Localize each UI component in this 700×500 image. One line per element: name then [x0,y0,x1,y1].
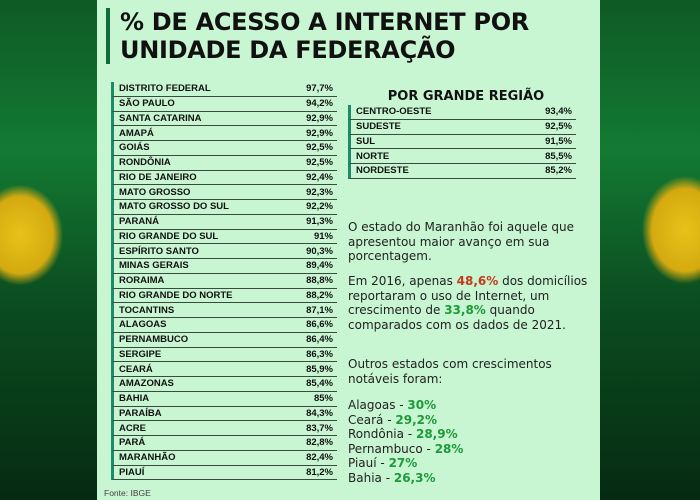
region-row-value: 91,5% [545,135,572,147]
notable-state: Piauí - [348,456,389,471]
state-row-value: 97,7% [306,83,333,95]
state-row [111,126,337,141]
notable-value: 29,2% [395,412,438,427]
region-row [348,120,576,135]
state-row [111,436,337,451]
region-row-value: 85,5% [545,150,572,162]
state-row [111,185,337,200]
state-row [111,377,337,392]
state-row-value: 85,4% [306,378,333,390]
state-row [111,97,337,112]
growth-text-3: quando comparados com os dados de 2021. [348,303,566,332]
state-row-value: 86,3% [306,348,333,360]
state-row-value: 82,4% [306,452,333,464]
notable-state: Ceará - [348,412,396,427]
region-row [348,164,576,179]
state-row-value: 89,4% [306,260,333,272]
state-row-name: ESPÍRITO SANTO [119,245,199,257]
notable-value: 28% [434,441,464,456]
region-row-name: SUDESTE [356,121,401,133]
state-row [111,259,337,274]
region-row-name: CENTRO-OESTE [356,106,432,118]
notable-list [348,398,588,486]
state-row-value: 83,7% [306,422,333,434]
region-row [348,149,576,164]
state-row-value: 87,1% [306,304,333,316]
state-row-name: PIAUÍ [119,466,145,478]
source-label: Fonte: IBGE [104,488,151,498]
state-row-value: 92,4% [306,171,333,183]
state-row-value: 86,4% [306,334,333,346]
state-row-value: 85% [313,393,333,405]
state-row-value: 86,6% [306,319,333,331]
state-row-value: 85,9% [306,363,333,375]
state-row [111,303,337,318]
state-row [111,141,337,156]
state-table [111,82,337,480]
region-row-name: NORDESTE [356,165,409,177]
state-row [111,407,337,422]
state-row-name: PERNAMBUCO [119,334,189,346]
state-row-name: MATO GROSSO [119,186,191,198]
title-line-1: % DE ACESSO A INTERNET POR [120,8,529,36]
growth-value-2016: 48,6% [456,274,499,288]
state-row-value: 91% [313,230,333,242]
state-row-value: 88,2% [306,289,333,301]
state-row-value: 92,2% [306,201,333,213]
state-row-name: RIO DE JANEIRO [119,171,197,183]
state-row-name: SÃO PAULO [119,98,175,110]
state-row-value: 92,9% [306,127,333,139]
notable-value: 30% [407,398,437,412]
state-row-name: RIO GRANDE DO SUL [119,230,219,242]
region-row-value: 85,2% [545,165,572,177]
state-row [111,289,337,304]
state-row-name: PARÁ [119,437,146,449]
state-row [111,362,337,377]
state-row-name: RONDÔNIA [119,157,171,169]
state-row-name: MATO GROSSO DO SUL [119,201,229,213]
paragraph-notable: Outros estados com crescimentos notáveis foram: [348,357,552,386]
notable-value: 26,3% [393,470,436,485]
state-row-name: AMAZONAS [119,378,174,390]
state-row-name: GOIÁS [119,142,150,154]
notable-item [348,427,588,442]
state-row-name: AMAPÁ [119,127,154,139]
notable-item [348,413,588,428]
state-row [111,348,337,363]
growth-text-2: dos domicílios reportaram o uso de Internet, um crescimento de [348,274,588,318]
growth-text-1: Em 2016, apenas [348,274,457,288]
region-table-title: POR GRANDE REGIÃO [387,89,545,104]
flag-background-left [0,0,100,500]
state-row [111,244,337,259]
state-row-value: 92,3% [306,186,333,198]
region-row [348,135,576,150]
notable-state: Bahia - [348,470,394,485]
state-row-value: 91,3% [306,216,333,228]
state-row [111,466,337,481]
notable-item [348,442,588,457]
region-row [348,105,576,120]
notable-state: Pernambuco - [348,441,435,456]
state-row-name: DISTRITO FEDERAL [119,83,211,95]
paragraph-growth [348,274,588,332]
notable-item [348,456,588,471]
state-row [111,156,337,171]
state-row-value: 81,2% [306,466,333,478]
flag-background-right [600,0,700,500]
state-row [111,215,337,230]
state-row-value: 92,9% [306,112,333,124]
state-row [111,274,337,289]
state-row [111,200,337,215]
state-row-name: MINAS GERAIS [119,260,189,272]
state-row-name: SANTA CATARINA [119,112,202,124]
state-row-name: BAHIA [119,393,150,405]
notable-state: Alagoas - [348,398,408,412]
state-row-name: TOCANTINS [119,304,175,316]
state-row-name: MARANHÃO [119,452,176,464]
paragraph-maranhao: O estado do Maranhão foi aquele que apresentou maior avanço em sua porcentagem. [348,220,575,264]
state-row-value: 88,8% [306,275,333,287]
growth-value-increase: 33,8% [444,303,486,318]
state-row-name: RORAIMA [119,275,165,287]
state-row-name: ALAGOAS [119,319,167,331]
state-row [111,318,337,333]
state-row [111,230,337,245]
notable-value: 28,9% [415,427,458,442]
region-row-value: 93,4% [545,106,572,118]
region-row-name: NORTE [356,150,390,162]
state-row [111,392,337,407]
state-row-name: PARANÁ [119,216,159,228]
state-row-name: RIO GRANDE DO NORTE [119,289,233,301]
state-row [111,82,337,97]
notable-item [348,471,588,486]
notable-value: 27% [388,456,418,471]
state-row-name: CEARÁ [119,363,153,375]
state-row [111,333,337,348]
state-row-value: 92,5% [306,157,333,169]
state-row [111,171,337,186]
state-row-value: 82,8% [306,437,333,449]
state-row [111,112,337,127]
state-row [111,451,337,466]
state-row [111,421,337,436]
state-row-name: PARAÍBA [119,407,162,419]
state-row-name: ACRE [119,422,146,434]
state-row-value: 90,3% [306,245,333,257]
notable-state: Rondônia - [348,427,416,442]
region-row-name: SUL [356,135,375,147]
notable-item [348,398,588,413]
state-row-value: 94,2% [306,98,333,110]
region-table [348,105,576,179]
page-title [106,8,529,64]
title-line-2: UNIDADE DA FEDERAÇÃO [120,36,456,64]
state-row-value: 84,3% [306,407,333,419]
state-row-value: 92,5% [306,142,333,154]
region-row-value: 92,5% [545,121,572,133]
state-row-name: SERGIPE [119,348,162,360]
